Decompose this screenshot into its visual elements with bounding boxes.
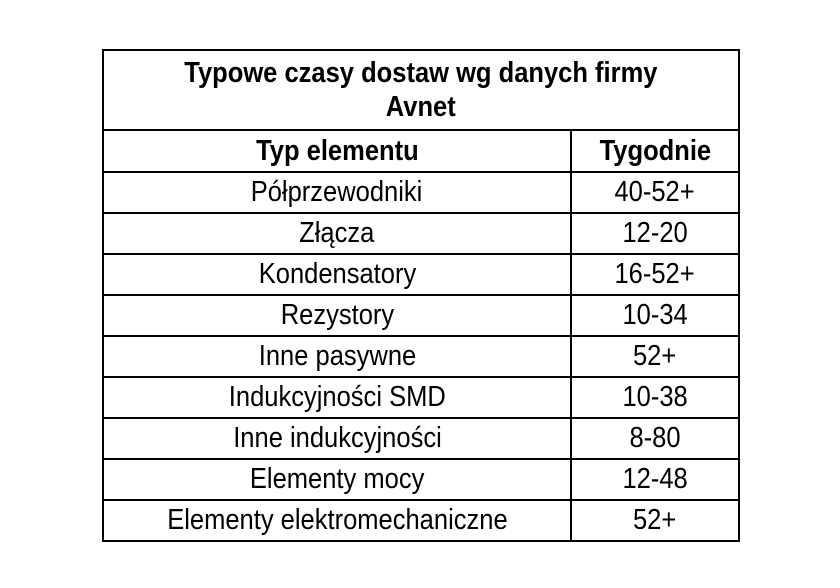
weeks-value: 8-80 bbox=[629, 422, 681, 454]
weeks-cell bbox=[571, 254, 739, 295]
column-header-weeks bbox=[571, 130, 739, 172]
element-type-label: Elementy elektromechaniczne bbox=[166, 504, 508, 536]
table-row bbox=[103, 459, 739, 500]
element-type-cell bbox=[103, 172, 571, 213]
table-row bbox=[103, 377, 739, 418]
element-type-label: Półprzewodniki bbox=[251, 176, 423, 208]
element-type-label: Kondensatory bbox=[258, 258, 416, 290]
weeks-value: 52+ bbox=[633, 340, 677, 372]
element-type-label: Złącza bbox=[299, 217, 375, 249]
table-title-line-2: Avnet bbox=[386, 91, 456, 123]
weeks-cell bbox=[571, 172, 739, 213]
column-header-type bbox=[103, 130, 571, 172]
element-type-cell bbox=[103, 500, 571, 541]
table-row bbox=[103, 172, 739, 213]
weeks-cell bbox=[571, 500, 739, 541]
weeks-value: 16-52+ bbox=[614, 258, 696, 290]
lead-times-table bbox=[102, 49, 740, 542]
element-type-label: Inne pasywne bbox=[258, 340, 416, 372]
table-row bbox=[103, 418, 739, 459]
table-row bbox=[103, 254, 739, 295]
element-type-cell bbox=[103, 377, 571, 418]
table-title bbox=[103, 50, 739, 130]
table-header-row bbox=[103, 130, 739, 172]
table-title-row bbox=[103, 50, 739, 130]
table-row bbox=[103, 213, 739, 254]
weeks-value: 12-20 bbox=[622, 217, 688, 249]
element-type-label: Elementy mocy bbox=[249, 463, 425, 495]
element-type-label: Inne indukcyjności bbox=[232, 422, 442, 454]
element-type-cell bbox=[103, 213, 571, 254]
weeks-value: 10-38 bbox=[622, 381, 688, 413]
weeks-cell bbox=[571, 336, 739, 377]
table-row bbox=[103, 295, 739, 336]
weeks-cell bbox=[571, 213, 739, 254]
element-type-cell bbox=[103, 418, 571, 459]
table-title-line-1: Typowe czasy dostaw wg danych firmy bbox=[184, 57, 658, 89]
element-type-cell bbox=[103, 254, 571, 295]
element-type-label: Indukcyjności SMD bbox=[228, 381, 446, 413]
table-row bbox=[103, 500, 739, 541]
element-type-cell bbox=[103, 295, 571, 336]
weeks-value: 10-34 bbox=[622, 299, 688, 331]
weeks-value: 12-48 bbox=[622, 463, 688, 495]
table-row bbox=[103, 336, 739, 377]
element-type-label: Rezystory bbox=[280, 299, 394, 331]
weeks-cell bbox=[571, 377, 739, 418]
weeks-cell bbox=[571, 295, 739, 336]
weeks-value: 40-52+ bbox=[614, 176, 696, 208]
column-header-type-label: Typ elementu bbox=[255, 134, 419, 167]
column-header-weeks-label: Tygodnie bbox=[599, 134, 711, 167]
element-type-cell bbox=[103, 336, 571, 377]
weeks-value: 52+ bbox=[633, 504, 677, 536]
weeks-cell bbox=[571, 418, 739, 459]
element-type-cell bbox=[103, 459, 571, 500]
weeks-cell bbox=[571, 459, 739, 500]
